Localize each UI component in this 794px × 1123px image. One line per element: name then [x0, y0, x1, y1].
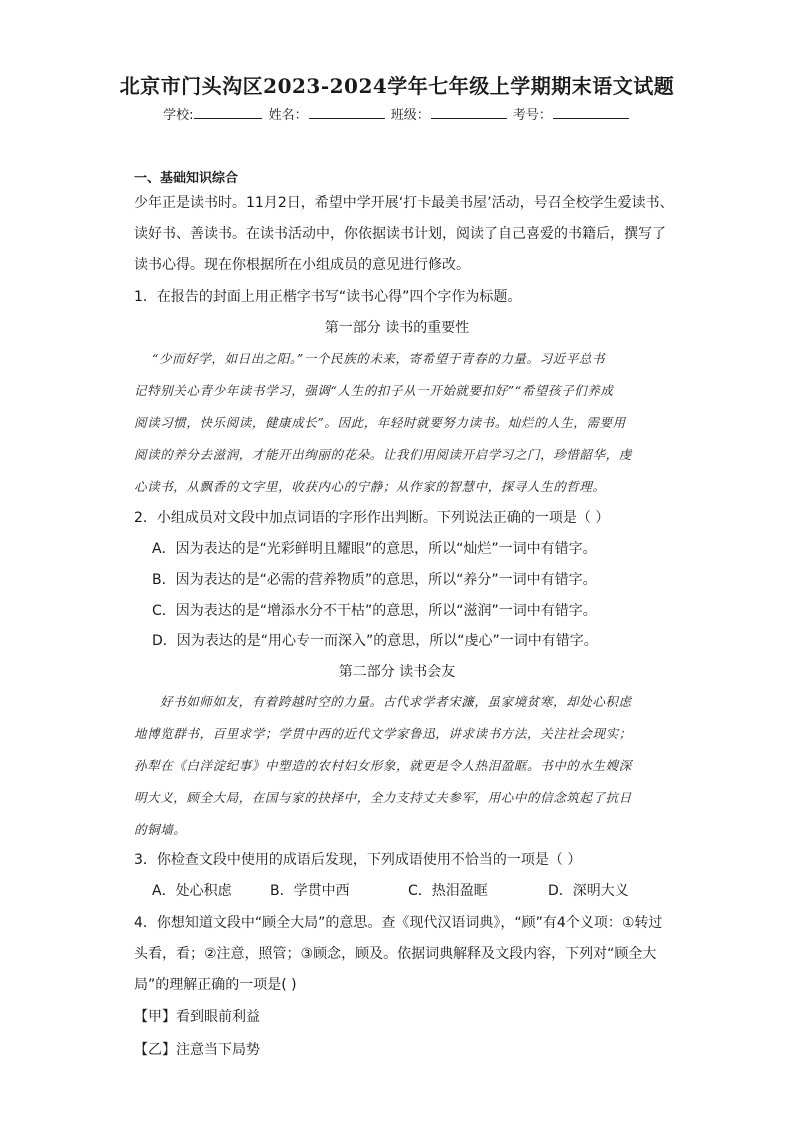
- part1-text-line: 记特别关心青少年读书学习，强调“人生的扣子从一开始就要扣好”“希望孩子们养成: [134, 383, 614, 398]
- question-4-line: 局”的理解正确的一项是( ): [134, 977, 297, 993]
- exam-no-blank[interactable]: [553, 104, 629, 119]
- page-title: 北京市门头沟区2023-2024学年七年级上学期期末语文试题: [119, 74, 675, 98]
- part1-text-line: 心读书，从飘香的文字里，收获内心的宁静；从作家的智慧中，探寻人生的哲理。: [134, 479, 606, 494]
- part1-text-line: “少而好学，如日出之阳。”一个民族的未来，寄希望于青春的力量。习近平总书: [152, 351, 606, 366]
- q2-option-d[interactable]: D．因为表达的是“用心专一而深入”的意思，所以“虔心”一词中有错字。: [152, 633, 598, 649]
- part2-text-line: 孙犁在《白洋淀纪事》中塑造的农村妇女形象，就更是令人热泪盈眶。书中的水生嫂深: [134, 758, 632, 773]
- q2-option-a[interactable]: A．因为表达的是“光彩鲜明且耀眼”的意思，所以“灿烂”一词中有错字。: [152, 541, 597, 557]
- q3-options: [152, 880, 692, 900]
- name-label: 姓名：: [268, 108, 308, 123]
- part2-title: 第二部分 读书会友: [338, 664, 456, 680]
- question-4-line: 4．你想知道文段中“顾全大局”的意思。查《现代汉语词典》，“顾”有4个义项：①转过: [134, 915, 663, 931]
- q3-option-c[interactable]: C．热泪盈眶: [408, 883, 488, 899]
- q3-option-a[interactable]: A．处心积虑: [152, 883, 232, 899]
- class-blank[interactable]: [431, 104, 507, 119]
- school-label: 学校:: [163, 108, 194, 123]
- intro-line: 少年正是读书时。11月2日，希望中学开展‘打卡最美书屋’活动，号召全校学生爱读书、: [134, 195, 674, 211]
- question-2: 2．小组成员对文段中加点词语的字形作出判断。下列说法正确的一项是（ ）: [134, 510, 610, 526]
- question-4-line: 头看，看；②注意，照管；③顾念，顾及。依据词典解释及文段内容，下列对“顾全大: [134, 946, 657, 962]
- student-info-line: [0, 104, 794, 123]
- part1-text-line: 阅读习惯，快乐阅读，健康成长”。因此，年轻时就要努力读书。灿烂的人生，需要用: [134, 415, 626, 430]
- school-blank[interactable]: [194, 104, 262, 119]
- exam-no-label: 考号：: [512, 108, 552, 123]
- part2-text-line: 的铜墙。: [134, 822, 187, 837]
- part1-title: 第一部分 读书的重要性: [324, 320, 470, 336]
- q2-option-c[interactable]: C．因为表达的是“增添水分不干枯”的意思，所以“滋润”一词中有错字。: [152, 603, 597, 619]
- part1-text-line: 阅读的养分去滋润，才能开出绚丽的花朵。让我们用阅读开启学习之门，珍惜韶华，虔: [134, 447, 632, 462]
- part2-text-line: 地博览群书，百里求学；学贯中西的近代文学家鲁迅，讲求读书方法，关注社会现实；: [134, 726, 632, 741]
- intro-line: 读好书、善读书。在读书活动中，你依据读书计划，阅读了自己喜爱的书籍后，撰写了: [134, 226, 666, 242]
- section-heading: 一、基础知识综合: [134, 171, 239, 186]
- q2-option-b[interactable]: B．因为表达的是“必需的营养物质”的意思，所以“养分”一词中有错字。: [152, 572, 597, 588]
- question-3: 3．你检查文段中使用的成语后发现，下列成语使用不恰当的一项是（ ）: [134, 852, 582, 868]
- question-1: 1．在报告的封面上用正楷字书写“读书心得”四个字作为标题。: [134, 289, 522, 305]
- part2-text-line: 明大义，顾全大局，在国与家的抉择中，全力支持丈夫参军，用心中的信念筑起了抗日: [134, 790, 632, 805]
- q3-option-b[interactable]: B．学贯中西: [270, 883, 350, 899]
- part2-text-line: 好书如师如友，有着跨越时空的力量。古代求学者宋濂，虽家境贫寒，却处心积虑: [160, 694, 632, 709]
- intro-line: 读书心得。现在你根据所在小组成员的意见进行修改。: [134, 257, 470, 273]
- q3-option-d[interactable]: D．深明大义: [548, 883, 629, 899]
- name-blank[interactable]: [309, 104, 385, 119]
- q4-item-yi: 【乙】注意当下局势: [134, 1042, 260, 1058]
- class-label: 班级：: [390, 108, 430, 123]
- q4-item-jia: 【甲】看到眼前利益: [134, 1009, 260, 1025]
